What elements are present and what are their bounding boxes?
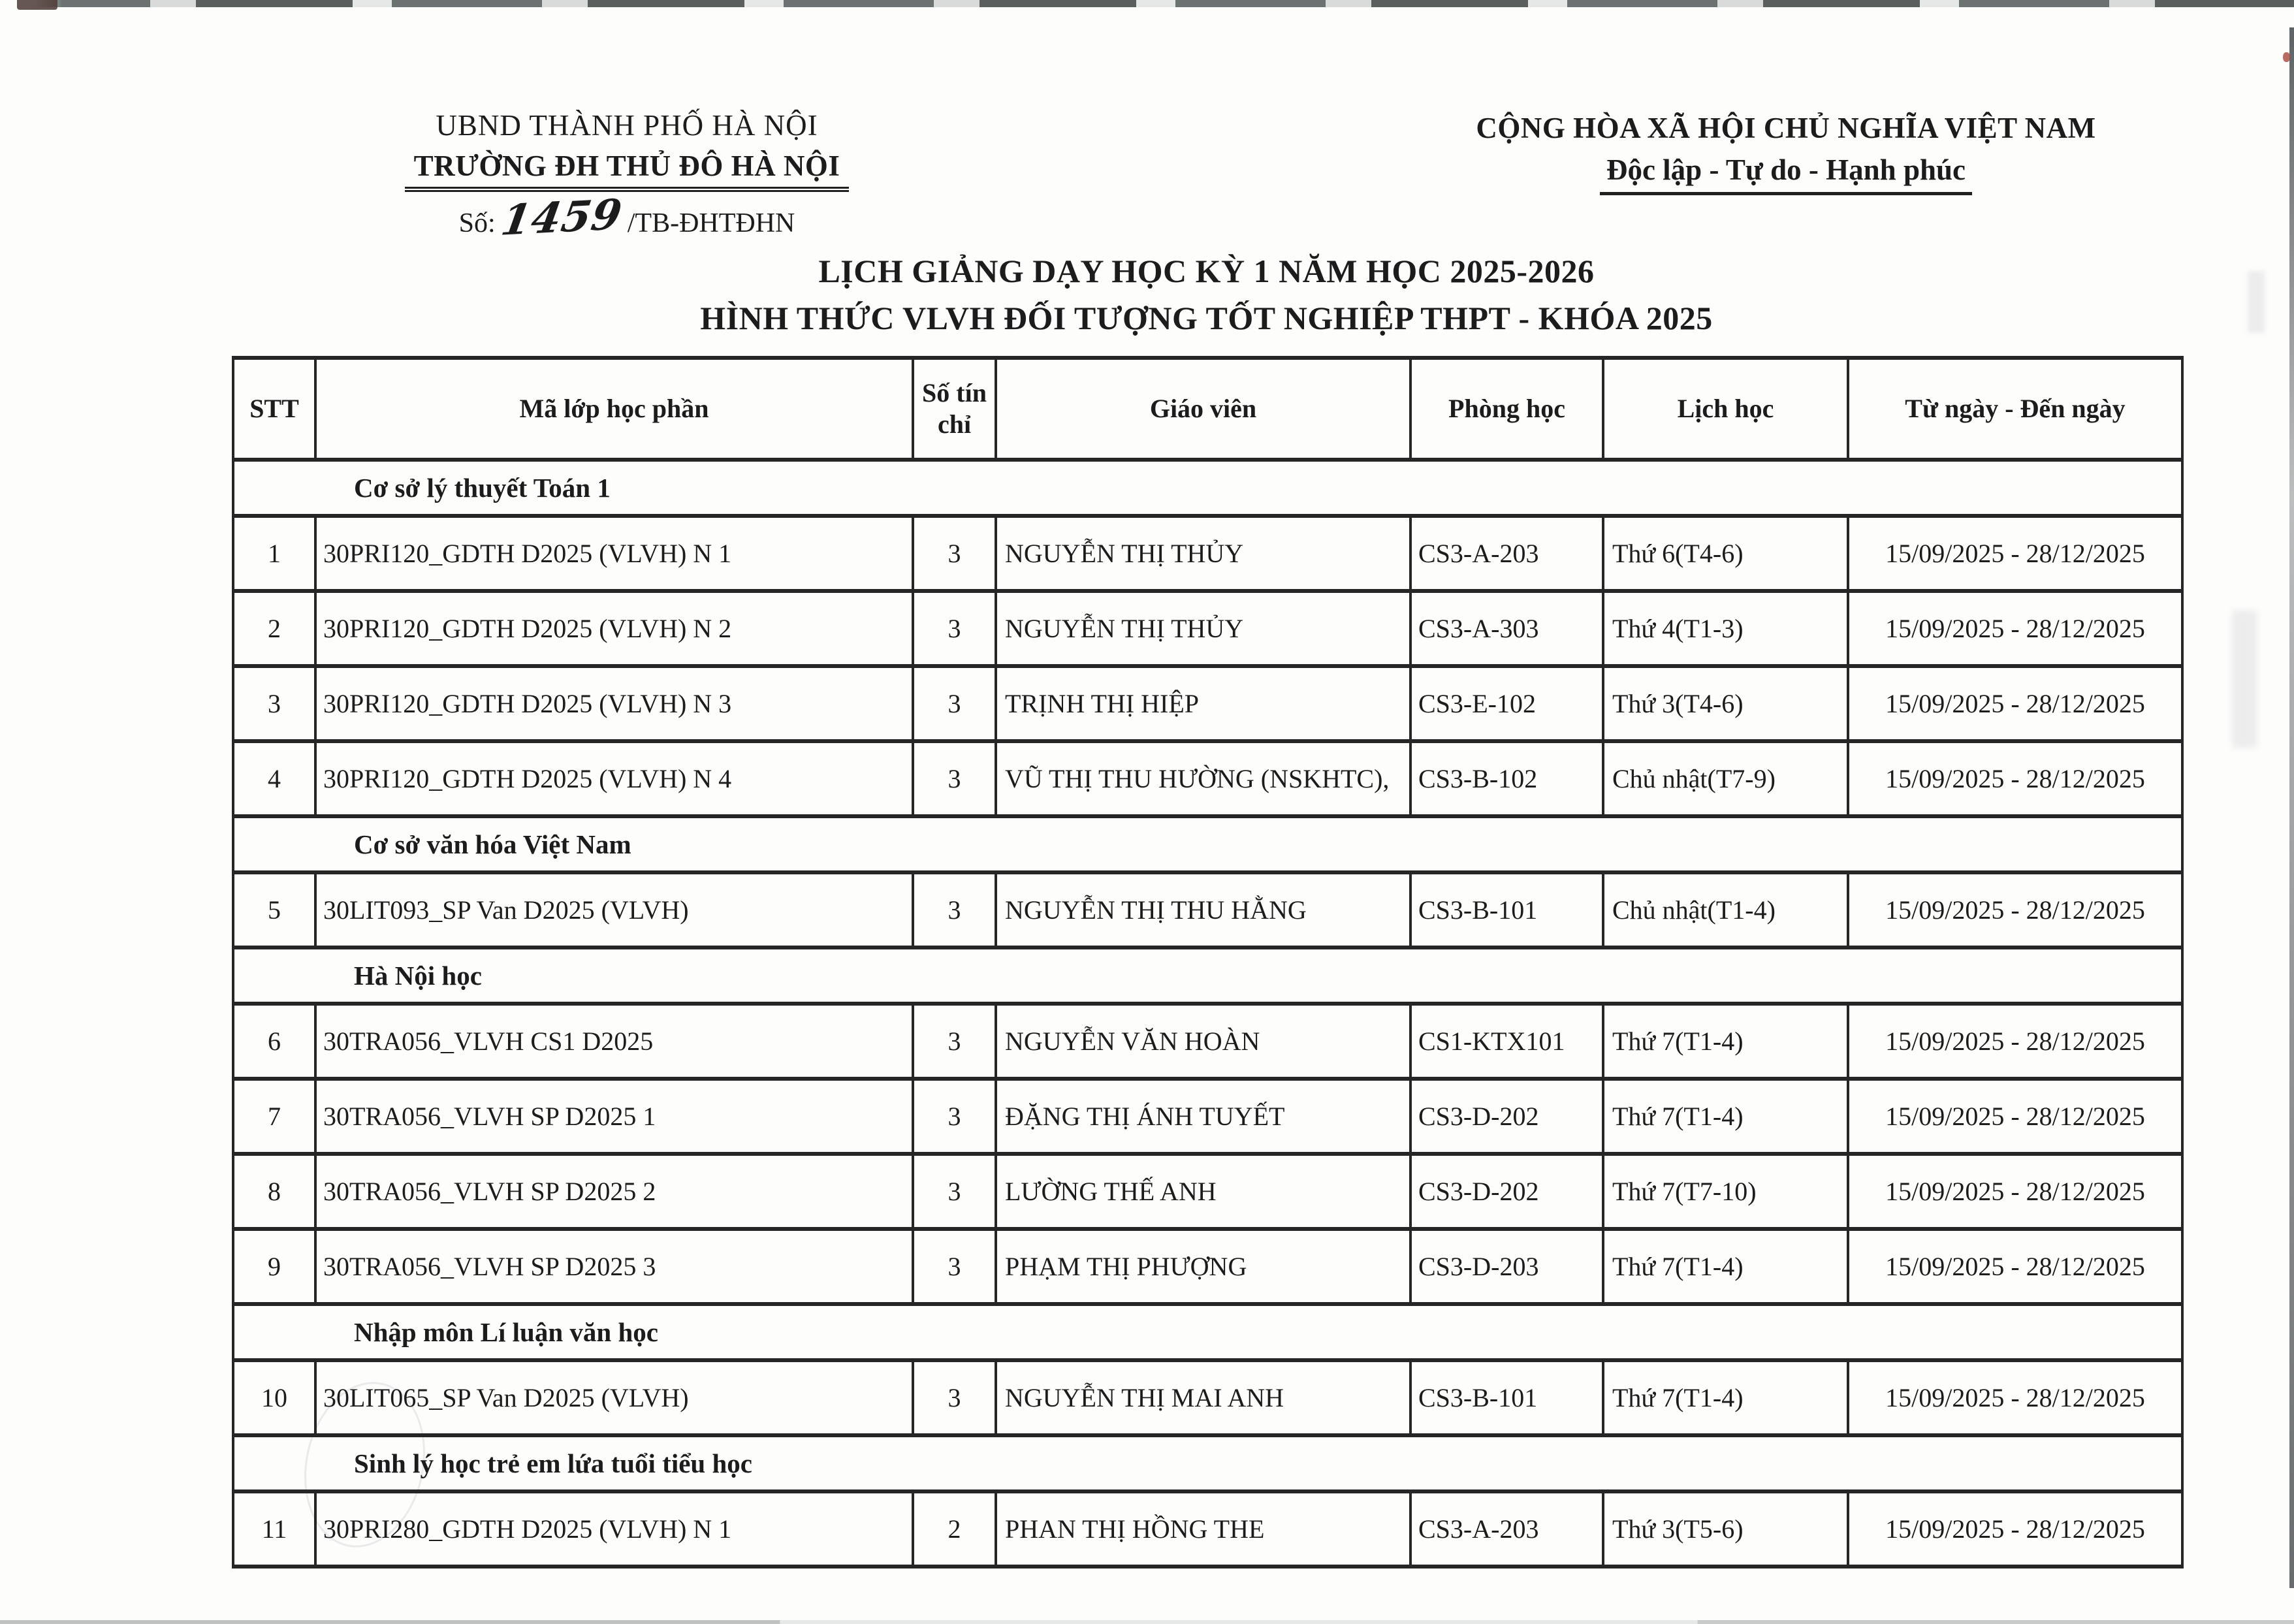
col-header-teacher: Giáo viên — [996, 358, 1410, 460]
cell-stt: 11 — [233, 1491, 315, 1567]
cell-credits: 2 — [913, 1491, 996, 1567]
cell-dates: 15/09/2025 - 28/12/2025 — [1848, 1079, 2182, 1154]
course-group-row — [233, 816, 2182, 872]
cell-credits: 3 — [913, 1079, 996, 1154]
schedule-table-body — [233, 460, 2182, 1567]
cell-room: CS1-KTX101 — [1410, 1004, 1603, 1079]
cell-teacher: PHAN THỊ HỒNG THE — [996, 1491, 1410, 1567]
cell-dates: 15/09/2025 - 28/12/2025 — [1848, 1004, 2182, 1079]
cell-dates: 15/09/2025 - 28/12/2025 — [1848, 1229, 2182, 1304]
col-header-stt: STT — [233, 358, 315, 460]
cell-code: 30PRI280_GDTH D2025 (VLVH) N 1 — [315, 1491, 913, 1567]
cell-stt: 8 — [233, 1154, 315, 1229]
cell-dates: 15/09/2025 - 28/12/2025 — [1848, 872, 2182, 947]
cell-code: 30PRI120_GDTH D2025 (VLVH) N 2 — [315, 591, 913, 666]
course-group-title: Cơ sở lý thuyết Toán 1 — [233, 460, 2182, 516]
schedule-row — [233, 872, 2182, 947]
cell-stt: 1 — [233, 516, 315, 591]
doc-number-handwritten: 1459 — [497, 190, 626, 246]
scan-artifact-smudge — [2248, 271, 2265, 333]
cell-schedule: Thứ 4(T1-3) — [1603, 591, 1848, 666]
cell-teacher: ĐẶNG THỊ ÁNH TUYẾT — [996, 1079, 1410, 1154]
schedule-table — [232, 356, 2184, 1568]
cell-dates: 15/09/2025 - 28/12/2025 — [1848, 516, 2182, 591]
course-group-row — [233, 1435, 2182, 1491]
cell-teacher: PHẠM THỊ PHƯỢNG — [996, 1229, 1410, 1304]
cell-room: CS3-B-101 — [1410, 1360, 1603, 1435]
cell-room: CS3-B-102 — [1410, 741, 1603, 816]
course-group-row — [233, 947, 2182, 1004]
cell-room: CS3-D-203 — [1410, 1229, 1603, 1304]
cell-credits: 3 — [913, 1360, 996, 1435]
schedule-row — [233, 516, 2182, 591]
schedule-row — [233, 1079, 2182, 1154]
title-line-1: LỊCH GIẢNG DẠY HỌC KỲ 1 NĂM HỌC 2025-2026 — [818, 253, 1595, 289]
header-row — [233, 358, 2182, 460]
cell-stt: 3 — [233, 666, 315, 741]
cell-stt: 5 — [233, 872, 315, 947]
cell-schedule: Thứ 6(T4-6) — [1603, 516, 1848, 591]
cell-teacher: VŨ THỊ THU HƯỜNG (NSKHTC), — [996, 741, 1410, 816]
cell-dates: 15/09/2025 - 28/12/2025 — [1848, 1491, 2182, 1567]
issuing-org-block — [340, 108, 914, 246]
cell-room: CS3-D-202 — [1410, 1079, 1603, 1154]
course-group-title: Nhập môn Lí luận văn học — [233, 1304, 2182, 1360]
cell-credits: 3 — [913, 741, 996, 816]
cell-stt: 2 — [233, 591, 315, 666]
col-header-dates: Từ ngày - Đến ngày — [1848, 358, 2182, 460]
course-group-row — [233, 1304, 2182, 1360]
cell-schedule: Chủ nhật(T1-4) — [1603, 872, 1848, 947]
course-group-title: Hà Nội học — [233, 947, 2182, 1004]
cell-code: 30TRA056_VLVH CS1 D2025 — [315, 1004, 913, 1079]
cell-room: CS3-A-303 — [1410, 591, 1603, 666]
cell-stt: 9 — [233, 1229, 315, 1304]
scan-artifact-bottom-edge — [0, 1620, 2294, 1624]
cell-code: 30TRA056_VLVH SP D2025 2 — [315, 1154, 913, 1229]
schedule-row — [233, 666, 2182, 741]
national-motto: Độc lập - Tự do - Hạnh phúc — [1410, 153, 2161, 195]
col-header-class-code: Mã lớp học phần — [315, 358, 913, 460]
cell-room: CS3-A-203 — [1410, 1491, 1603, 1567]
cell-dates: 15/09/2025 - 28/12/2025 — [1848, 591, 2182, 666]
schedule-row — [233, 1360, 2182, 1435]
schedule-row — [233, 1004, 2182, 1079]
scan-artifact-smudge — [2232, 611, 2257, 748]
national-motto-block — [1410, 111, 2161, 195]
cell-code: 30LIT093_SP Van D2025 (VLVH) — [315, 872, 913, 947]
cell-code: 30TRA056_VLVH SP D2025 1 — [315, 1079, 913, 1154]
scan-artifact-right-edge — [2289, 27, 2294, 1588]
cell-teacher: LƯỜNG THẾ ANH — [996, 1154, 1410, 1229]
col-header-schedule: Lịch học — [1603, 358, 1848, 460]
cell-code: 30PRI120_GDTH D2025 (VLVH) N 3 — [315, 666, 913, 741]
scan-artifact-top-edge — [0, 0, 2294, 7]
cell-credits: 3 — [913, 516, 996, 591]
cell-credits: 3 — [913, 1229, 996, 1304]
cell-schedule: Thứ 7(T1-4) — [1603, 1360, 1848, 1435]
cell-schedule: Chủ nhật(T7-9) — [1603, 741, 1848, 816]
cell-teacher: NGUYỄN VĂN HOÀN — [996, 1004, 1410, 1079]
cell-schedule: Thứ 3(T5-6) — [1603, 1491, 1848, 1567]
schedule-row — [233, 591, 2182, 666]
schedule-row — [233, 1229, 2182, 1304]
col-header-credits: Số tín chỉ — [913, 358, 996, 460]
cell-teacher: TRỊNH THỊ HIỆP — [996, 666, 1410, 741]
document-number-line — [340, 190, 914, 246]
document-title — [232, 252, 2181, 337]
org-name: TRƯỜNG ĐH THỦ ĐÔ HÀ NỘI — [340, 149, 914, 192]
schedule-row — [233, 1154, 2182, 1229]
schedule-row — [233, 1491, 2182, 1567]
cell-code: 30PRI120_GDTH D2025 (VLVH) N 1 — [315, 516, 913, 591]
cell-room: CS3-E-102 — [1410, 666, 1603, 741]
cell-stt: 10 — [233, 1360, 315, 1435]
cell-teacher: NGUYỄN THỊ THỦY — [996, 591, 1410, 666]
org-parent-name: UBND THÀNH PHỐ HÀ NỘI — [436, 109, 818, 142]
cell-credits: 3 — [913, 872, 996, 947]
title-line-2: HÌNH THỨC VLVH ĐỐI TƯỢNG TỐT NGHIỆP THPT - KHÓA 2025 — [700, 300, 1713, 336]
cell-code: 30TRA056_VLVH SP D2025 3 — [315, 1229, 913, 1304]
cell-schedule: Thứ 3(T4-6) — [1603, 666, 1848, 741]
cell-teacher: NGUYỄN THỊ MAI ANH — [996, 1360, 1410, 1435]
cell-credits: 3 — [913, 666, 996, 741]
country-title: CỘNG HÒA XÃ HỘI CHỦ NGHĨA VIỆT NAM — [1476, 112, 2096, 144]
cell-dates: 15/09/2025 - 28/12/2025 — [1848, 666, 2182, 741]
cell-dates: 15/09/2025 - 28/12/2025 — [1848, 741, 2182, 816]
course-group-title: Sinh lý học trẻ em lứa tuổi tiểu học — [233, 1435, 2182, 1491]
scan-artifact-red-speck — [2283, 52, 2290, 62]
schedule-table-header — [233, 358, 2182, 460]
course-group-title: Cơ sở văn hóa Việt Nam — [233, 816, 2182, 872]
cell-credits: 3 — [913, 1154, 996, 1229]
cell-credits: 3 — [913, 1004, 996, 1079]
cell-room: CS3-B-101 — [1410, 872, 1603, 947]
cell-stt: 4 — [233, 741, 315, 816]
cell-dates: 15/09/2025 - 28/12/2025 — [1848, 1360, 2182, 1435]
course-group-row — [233, 460, 2182, 516]
schedule-row — [233, 741, 2182, 816]
cell-teacher: NGUYỄN THỊ THỦY — [996, 516, 1410, 591]
cell-code: 30PRI120_GDTH D2025 (VLVH) N 4 — [315, 741, 913, 816]
cell-schedule: Thứ 7(T1-4) — [1603, 1004, 1848, 1079]
cell-schedule: Thứ 7(T1-4) — [1603, 1229, 1848, 1304]
doc-number-suffix: /TB-ĐHTĐHN — [627, 208, 795, 238]
scan-artifact-corner-blob — [17, 0, 57, 10]
cell-teacher: NGUYỄN THỊ THU HẰNG — [996, 872, 1410, 947]
cell-credits: 3 — [913, 591, 996, 666]
cell-stt: 7 — [233, 1079, 315, 1154]
cell-room: CS3-A-203 — [1410, 516, 1603, 591]
cell-stt: 6 — [233, 1004, 315, 1079]
cell-room: CS3-D-202 — [1410, 1154, 1603, 1229]
cell-dates: 15/09/2025 - 28/12/2025 — [1848, 1154, 2182, 1229]
cell-schedule: Thứ 7(T7-10) — [1603, 1154, 1848, 1229]
cell-schedule: Thứ 7(T1-4) — [1603, 1079, 1848, 1154]
col-header-room: Phòng học — [1410, 358, 1603, 460]
doc-number-prefix: Số: — [458, 208, 496, 238]
cell-code: 30LIT065_SP Van D2025 (VLVH) — [315, 1360, 913, 1435]
